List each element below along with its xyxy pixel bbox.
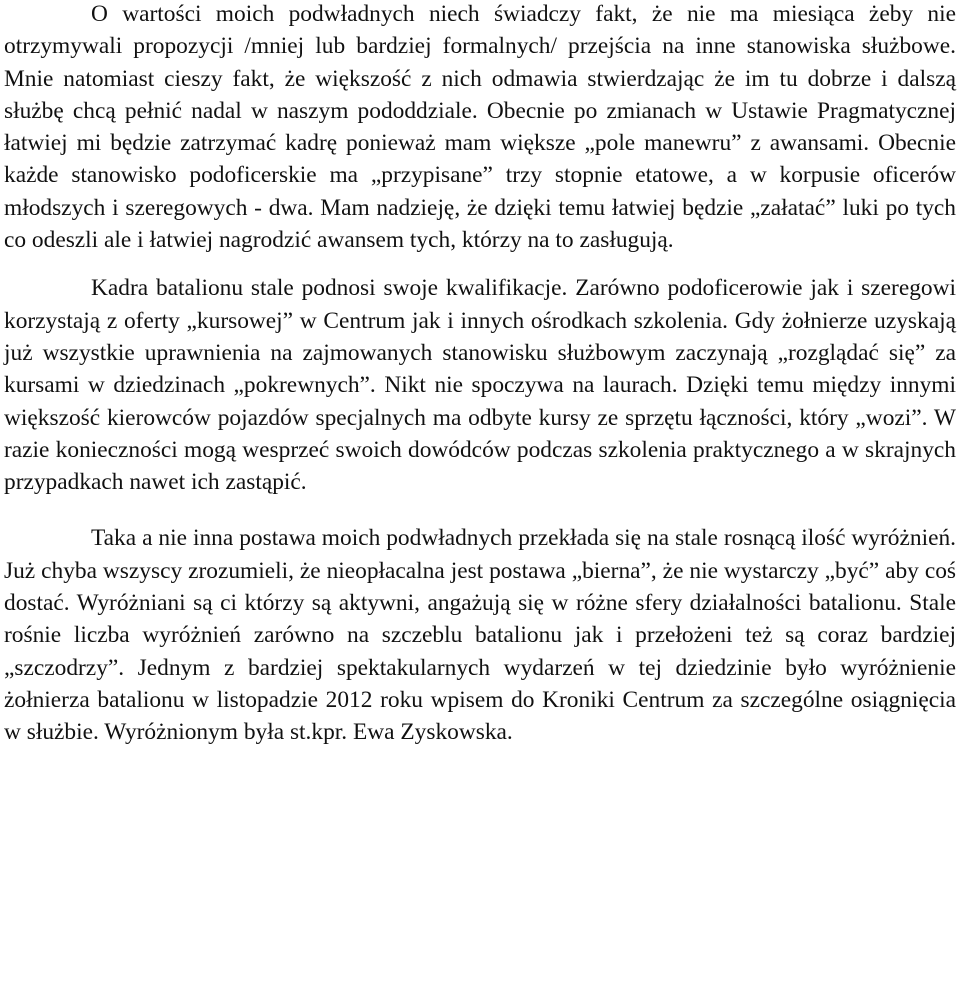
paragraph-3: Taka a nie inna postawa moich podwładnych przekłada się na stale rosnącą ilość wyróżnień. Już chyba wszyscy zrozumieli, że nieopłacalna jest postawa „bierna”, że nie wystarczy „być” aby coś dostać. Wyróżniani są ci którzy są aktywni, angażują się w różne sfery działalności batalionu. Stale rośnie liczba wyróżnień zarówno na szczeblu batalionu jak i przełożeni też są coraz bardziej „szczodrzy”. Jednym z bardziej spektakularnych wydarzeń w tej dziedzinie było wyróżnienie żołnierza batalionu w listopadzie 2012 roku wpisem do Kroniki Centrum za szczególne osiągnięcia w służbie. Wyróżnionym była st.kpr. Ewa Zyskowska. bbox=[4, 525, 956, 746]
paragraph-1: O wartości moich podwładnych niech świadczy fakt, że nie ma miesiąca żeby nie otrzymywali propozycji /mniej lub bardziej formalnych/ przejścia na inne stanowiska służbowe. Mnie natomiast cieszy fakt, że większość z nich odmawia stwierdzając że im tu dobrze i dalszą służbę chcą pełnić nadal w naszym pododdziale. Obecnie po zmianach w Ustawie Pragmatycznej łatwiej mi będzie zatrzymać kadrę ponieważ mam większe „pole manewru” z awansami. Obecnie każde stanowisko podoficerskie ma „przypisane” trzy stopnie etatowe, a w korpusie oficerów młodszych i szeregowych - dwa. Mam nadzieję, że dzięki temu łatwiej będzie „załatać” luki po tych co odeszli ale i łatwiej nagrodzić awansem tych, którzy na to zasługują. bbox=[4, 1, 956, 254]
paragraph-2: Kadra batalionu stale podnosi swoje kwalifikacje. Zarówno podoficerowie jak i szeregowi korzystają z oferty „kursowej” w Centrum jak i innych ośrodkach szkolenia. Gdy żołnierze uzyskają już wszystkie uprawnienia na zajmowanych stanowisku służbowym zaczynają „rozglądać się” za kursami w dziedzinach „pokrewnych”. Nikt nie spoczywa na laurach. Dzięki temu między innymi większość kierowców pojazdów specjalnych ma odbyte kursy ze sprzętu łączności, który „wozi”. W razie konieczności mogą wesprzeć swoich dowódców podczas szkolenia praktycznego a w skrajnych przypadkach nawet ich zastąpić. bbox=[4, 275, 956, 496]
document-page bbox=[4, 0, 956, 749]
